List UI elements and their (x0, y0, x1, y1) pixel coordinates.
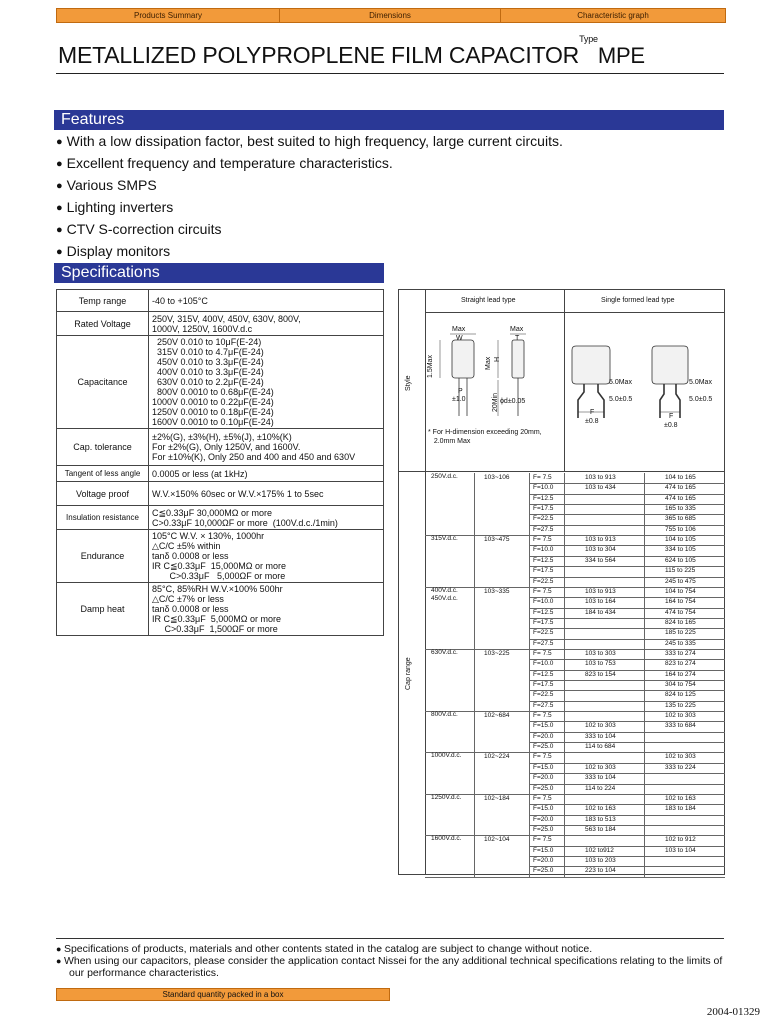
cap-cell-single: 333 to 274 (665, 649, 696, 657)
cap-cell-straight: 114 to 684 (585, 743, 616, 751)
bullet-icon: ● (56, 180, 63, 192)
cap-cell-single: 755 to 106 (665, 525, 696, 533)
cap-range-value: 103~225 (484, 649, 510, 657)
cap-cell-single: 104 to 754 (665, 587, 696, 595)
spec-label: Tangent of less angle (57, 466, 149, 482)
dim-note: * For H-dimension exceeding 20mm, 2.0mm Max (428, 429, 542, 445)
spec-row (57, 290, 384, 312)
cap-cell-f: F=15.0 (533, 763, 554, 771)
style-label: Style (405, 375, 412, 391)
feature-text: Display monitors (66, 243, 171, 259)
cap-range-value: 103~475 (484, 536, 510, 544)
title-model: MPE (597, 43, 645, 68)
cap-cell-f: F=15.0 (533, 846, 554, 854)
cap-cell-straight: 102 to 303 (585, 763, 616, 771)
cap-voltage: 800V.d.c. (431, 711, 458, 719)
cap-cell-straight: 183 to 513 (585, 815, 616, 823)
cap-cell-f: F=17.5 (533, 681, 554, 688)
cap-cell-f: F= 7.5 (533, 836, 552, 844)
spec-label: Damp heat (57, 583, 149, 636)
spec-row (57, 312, 384, 336)
cap-cell-straight: 334 to 564 (585, 556, 616, 564)
cap-cell-single: 102 to 163 (665, 794, 696, 802)
dim-f1: F (590, 409, 595, 416)
cap-cell-f: F= 7.5 (533, 587, 552, 595)
dim-f1-tol: ±0.8 (585, 418, 599, 425)
cap-cell-straight: 563 to 184 (585, 825, 616, 833)
cap-cell-straight: 102 to912 (585, 846, 614, 854)
cap-cell-single: 185 to 225 (665, 629, 696, 637)
cap-range-label: Cap range (405, 657, 412, 690)
cap-cell-f: F=25.0 (533, 784, 554, 792)
cap-cell-single: 474 to 165 (665, 484, 696, 492)
cap-range-value: 103~335 (484, 587, 510, 595)
cap-cell-f: F= 7.5 (533, 753, 552, 761)
spec-label: Voltage proof (57, 482, 149, 506)
cap-cell-f: F=25.0 (533, 743, 554, 751)
dim-h: H (494, 356, 501, 362)
spec-value: -40 to +105°C (149, 290, 384, 312)
cap-cell-f: F=20.0 (533, 732, 554, 740)
single-lead-label: Single formed lead type (601, 297, 675, 304)
feature-item (56, 221, 221, 237)
cap-cell-straight: 223 to 104 (585, 867, 616, 875)
spec-value: 85°C, 85%RH W.V.×100% 500hr △C/C ±7% or less tanδ 0.0008 or less IR C≦0.33μF 5,000MΩ or more C>0.33μF 1,500ΩF or more (149, 583, 384, 636)
cap-cell-single: 104 to 165 (665, 474, 696, 481)
bullet-icon: ● (56, 158, 63, 170)
cap-voltage: 250V.d.c. (431, 473, 458, 480)
dim-t: T (515, 335, 520, 342)
cap-cell-f: F= 7.5 (533, 649, 552, 657)
dim-max5-a: 5.0Max (609, 379, 632, 386)
cap-voltage: 1250V.d.c. (431, 793, 462, 801)
bullet-icon: ● (56, 246, 63, 258)
dim-max-t: Max (510, 326, 524, 333)
cap-cell-straight: 103 to 913 (585, 536, 616, 544)
spec-label: Temp range (57, 290, 149, 312)
cap-cell-f: F=22.5 (533, 629, 554, 637)
cap-cell-single: 104 to 105 (665, 536, 696, 544)
feature-item (56, 155, 393, 171)
dim-w: W (456, 335, 463, 342)
bullet-icon: ● (56, 202, 63, 214)
title-underline (56, 73, 724, 74)
cap-cell-f: F=27.5 (533, 639, 554, 647)
page-title (58, 34, 645, 69)
cap-cell-straight: 103 to 304 (585, 546, 616, 554)
document-code: 2004-01329 (706, 1006, 760, 1018)
spec-row (57, 429, 384, 466)
cap-cell-single: 333 to 224 (665, 763, 696, 771)
cap-cell-straight: 103 to 434 (585, 484, 616, 492)
footnote-2: ● When using our capacitors, please consider the application contact Nissei for the any additional technical specifications relating to the limits of our performance characteristics. (56, 955, 723, 979)
cap-range-value: 102~684 (484, 712, 510, 720)
spec-row (57, 336, 384, 429)
feature-text: CTV S-correction circuits (66, 221, 222, 237)
feature-text: Lighting inverters (66, 199, 174, 215)
cap-voltage: 400V.d.c. 450V.d.c. (431, 586, 458, 602)
dim-h-max: Max (485, 356, 492, 370)
spec-row (57, 482, 384, 506)
cap-cell-f: F= 7.5 (533, 474, 552, 481)
cap-cell-f: F=27.5 (533, 701, 554, 709)
cap-voltage: 1600V.d.c. (431, 835, 462, 843)
cap-cell-f: F=12.5 (533, 556, 554, 564)
cap-cell-straight: 102 to 303 (585, 722, 616, 730)
cap-cell-single: 624 to 105 (665, 556, 696, 564)
spec-row (57, 466, 384, 482)
cap-cell-f: F=22.5 (533, 691, 554, 699)
cap-range-value: 102~104 (484, 836, 510, 844)
cap-cell-f: F=20.0 (533, 815, 554, 823)
cap-cell-f: F=10.0 (533, 484, 554, 492)
dim-p: P (458, 388, 463, 395)
spec-value: 0.0005 or less (at 1kHz) (149, 466, 384, 482)
feature-item (56, 199, 173, 215)
cap-cell-single: 474 to 165 (665, 494, 696, 502)
cap-cell-straight: 103 to 913 (585, 587, 616, 595)
footnote-1: ● Specifications of products, materials and other contents stated in the catalog are subject to change without notice. (56, 943, 593, 955)
dim-f2: F (669, 413, 674, 420)
cap-cell-straight: 103 to 164 (585, 598, 616, 606)
cap-cell-f: F=10.0 (533, 598, 554, 606)
dim-phi: ϕd±0.05 (500, 398, 526, 405)
cap-cell-f: F=17.5 (533, 567, 554, 575)
spec-label: Rated Voltage (57, 312, 149, 336)
cap-cell-single: 334 to 105 (665, 546, 696, 554)
spec-value: 250V 0.010 to 10μF(E-24) 315V 0.010 to 4.7μF(E-24) 450V 0.010 to 3.3μF(E-24) 400V 0.010 to 3.3μF(E-24) 630V 0.010 to 2.2μF(E-24) 800V 0.0010 to 0.68μF(E-24) 1000V 0.0010 to 0.22μF(E-24) 1250V 0.0010 to 0.18μF(E-24) 1600V 0.0010 to 0.10μF(E-24) (149, 336, 384, 429)
spec-value: 250V, 315V, 400V, 450V, 630V, 800V, 1000V, 1250V, 1600V.d.c (149, 312, 384, 336)
straight-lead-label: Straight lead type (461, 297, 516, 304)
spec-row (57, 530, 384, 583)
cap-cell-single: 304 to 754 (665, 681, 696, 688)
spec-value: C≦0.33μF 30,000MΩ or more C>0.33μF 10,000ΩF or more (100V.d.c./1min) (149, 506, 384, 530)
feature-item (56, 177, 157, 193)
spec-value: ±2%(G), ±3%(H), ±5%(J), ±10%(K) For ±2%(G), Only 1250V, and 1600V. For ±10%(K), Only 250 and 400 and 450 and 630V (149, 429, 384, 466)
standard-quantity-link[interactable]: Standard quantity packed in a box (56, 988, 390, 1001)
cap-cell-single: 245 to 475 (665, 577, 696, 585)
spec-row (57, 506, 384, 530)
spec-label: Endurance (57, 530, 149, 583)
cap-cell-single: 102 to 912 (665, 836, 696, 844)
cap-cell-f: F=25.0 (533, 825, 554, 833)
dim-d5-a: 5.0±0.5 (609, 396, 633, 403)
cap-voltage: 1000V.d.c. (431, 752, 462, 760)
feature-text: Excellent frequency and temperature characteristics. (66, 155, 393, 171)
footnote-divider (56, 938, 724, 939)
feature-text: With a low dissipation factor, best suited to high frequency, large current circuits. (66, 133, 563, 149)
cap-cell-straight: 184 to 434 (585, 608, 616, 616)
cap-cell-single: 102 to 303 (665, 712, 696, 720)
spec-value: W.V.×150% 60sec or W.V.×175% 1 to 5sec (149, 482, 384, 506)
cap-cell-f: F=10.0 (533, 546, 554, 554)
cap-cell-f: F=25.0 (533, 867, 554, 875)
cap-voltage: 315V.d.c. (431, 535, 458, 543)
cap-cell-single: 824 to 125 (665, 691, 696, 699)
tab-characteristic-graph[interactable]: Characteristic graph (500, 8, 726, 23)
spec-label: Cap. tolerance (57, 429, 149, 466)
cap-cell-single: 135 to 225 (665, 701, 696, 709)
spec-label: Insulation resistance (57, 506, 149, 530)
dim-max5-b: 5.0Max (689, 379, 712, 386)
cap-cell-f: F=15.0 (533, 722, 554, 730)
cap-range-value: 102~184 (484, 794, 510, 802)
cap-cell-single: 333 to 684 (665, 722, 696, 730)
cap-cell-f: F=27.5 (533, 525, 554, 533)
feature-item (56, 133, 563, 149)
dim-20min: 20Min (492, 392, 499, 412)
spec-value: 105°C W.V. × 130%, 1000hr △C/C ±5% within tanδ 0.0008 or less IR C≦0.33μF 15,000MΩ or more C>0.33μF 5,000ΩF or more (149, 530, 384, 583)
cap-cell-f: F=17.5 (533, 505, 554, 513)
cap-cell-straight: 103 to 753 (585, 660, 616, 668)
cap-cell-f: F=12.5 (533, 608, 554, 616)
spec-row (57, 583, 384, 636)
cap-cell-single: 115 to 225 (665, 567, 696, 575)
dim-p-tol: ±1.0 (452, 396, 466, 403)
cap-cell-single: 474 to 754 (665, 608, 696, 616)
cap-cell-f: F=17.5 (533, 618, 554, 626)
cap-cell-single: 165 to 335 (665, 505, 696, 513)
spec-label: Capacitance (57, 336, 149, 429)
cap-cell-straight: 102 to 163 (585, 805, 616, 813)
cap-cell-f: F=12.5 (533, 494, 554, 502)
title-main: METALLIZED POLYPROPLENE FILM CAPACITOR (58, 42, 580, 68)
cap-range-value: 103~106 (484, 474, 510, 481)
cap-cell-single: 164 to 274 (665, 670, 696, 678)
specifications-table (56, 289, 384, 636)
cap-cell-f: F=15.0 (533, 805, 554, 813)
tab-dimensions[interactable]: Dimensions (279, 8, 501, 23)
cap-cell-f: F=20.0 (533, 774, 554, 782)
cap-cell-single: 245 to 335 (665, 639, 696, 647)
cap-cell-single: 824 to 165 (665, 618, 696, 626)
title-type-label: Type (579, 34, 598, 45)
bullet-icon: ● (56, 224, 63, 236)
cap-voltage: 630V.d.c. (431, 648, 458, 656)
cap-cell-single: 103 to 104 (665, 846, 696, 854)
cap-cell-single: 102 to 303 (665, 753, 696, 761)
cap-cell-straight: 823 to 154 (585, 670, 616, 678)
cap-cell-straight: 103 to 203 (585, 856, 616, 864)
cap-cell-straight: 103 to 913 (585, 474, 616, 481)
cap-cell-f: F= 7.5 (533, 712, 552, 720)
cap-cell-straight: 333 to 104 (585, 774, 616, 782)
cap-cell-single: 365 to 685 (665, 515, 696, 523)
cap-cell-f: F=22.5 (533, 515, 554, 523)
feature-text: Various SMPS (66, 177, 157, 193)
cap-cell-f: F= 7.5 (533, 536, 552, 544)
cap-cell-f: F= 7.5 (533, 794, 552, 802)
cap-cell-straight: 114 to 224 (585, 784, 616, 792)
cap-cell-single: 823 to 274 (665, 660, 696, 668)
cap-cell-f: F=20.0 (533, 856, 554, 864)
cap-cell-f: F=10.0 (533, 660, 554, 668)
cap-cell-straight: 103 to 303 (585, 649, 616, 657)
dim-max-w: Max (452, 326, 466, 333)
dim-f2-tol: ±0.8 (664, 422, 678, 429)
cap-range-value: 102~224 (484, 753, 510, 761)
features-heading: Features (54, 110, 724, 130)
cap-cell-straight: 333 to 104 (585, 732, 616, 740)
bullet-icon: ● (56, 136, 63, 148)
feature-item (56, 243, 170, 259)
dim-d5-b: 5.0±0.5 (689, 396, 713, 403)
specifications-heading: Specifications (54, 263, 384, 283)
cap-cell-f: F=12.5 (533, 670, 554, 678)
dim-lead-max: 1.5Max (427, 355, 434, 378)
cap-cell-f: F=22.5 (533, 577, 554, 585)
cap-cell-single: 164 to 754 (665, 598, 696, 606)
cap-cell-single: 183 to 184 (665, 805, 696, 813)
tab-products-summary[interactable]: Products Summary (56, 8, 280, 23)
